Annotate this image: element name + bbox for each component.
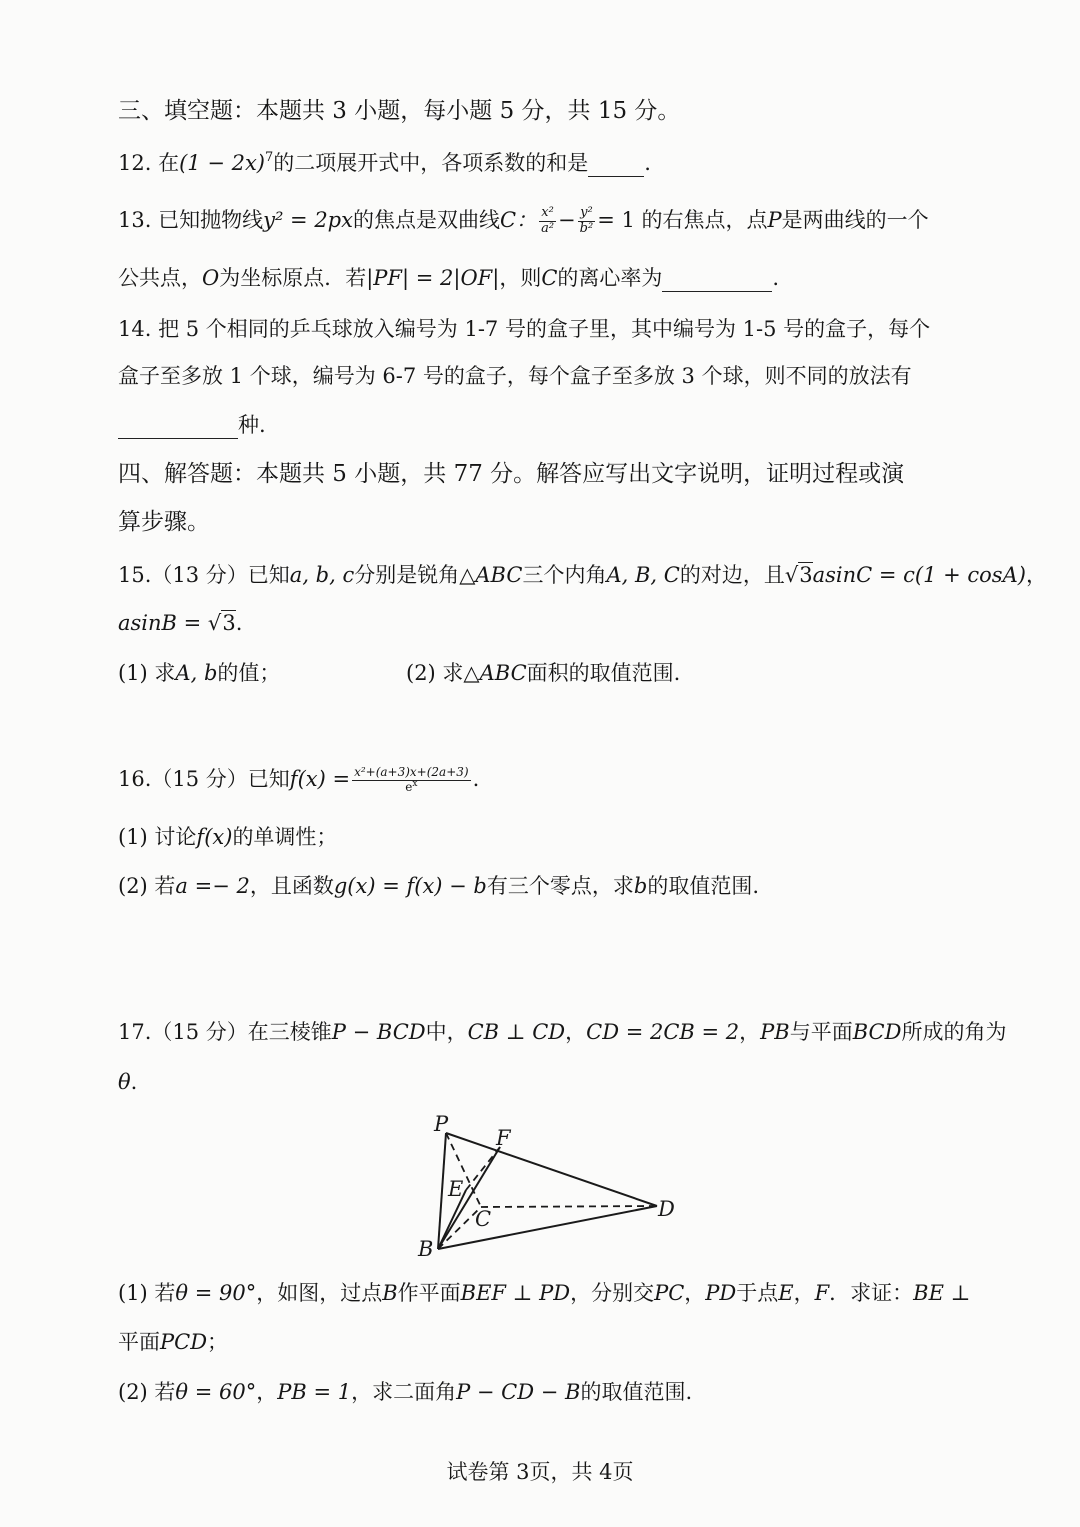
q13-number: 13. [118, 207, 152, 232]
q17-number: 17.（15 分） [118, 1020, 248, 1044]
edge-BD [438, 1206, 657, 1249]
q13-text-c: 的右焦点，点 [641, 207, 768, 232]
q12-post: 的二项展开式中，各项系数的和是 [273, 151, 589, 175]
q16-fraction: $\frac{\text{x²+(a+3)x+(2a+3)}}{e^x}$ [354, 765, 469, 794]
q15-part1: (1) 求A, b的值； [118, 661, 281, 685]
q15-end: . [235, 611, 243, 635]
edge-CD-hidden [481, 1206, 657, 1207]
section3-heading: 三、填空题：本题共 3 小题，每小题 5 分，共 15 分。 [118, 98, 681, 124]
q13-end: . [772, 266, 780, 290]
question-17-line2: θ. [118, 1070, 138, 1094]
q13-text-a: 已知抛物线 [158, 207, 264, 232]
q15-angles: A, B, C [606, 563, 680, 587]
q15-part2: (2) 求△ABC面积的取值范围. [406, 661, 681, 685]
q16-part2: (2) 若a =− 2，且函数g(x) = f(x) − b有三个零点，求b的取值范围. [118, 874, 760, 898]
q12-end: . [644, 151, 651, 175]
q15-equation: asinC = c(1 + cosA) [812, 563, 1026, 587]
q12-number: 12. [118, 151, 152, 175]
q13-text-f: 为坐标原点．若 [219, 266, 367, 290]
q13-text-b: 的焦点是双曲线 [352, 207, 500, 232]
q13-text-e: 公共点， [118, 266, 202, 290]
q12-expression: (1 − 2x) [179, 151, 265, 175]
label-B: B [418, 1237, 434, 1261]
q15-text-c: 三个内角 [522, 563, 607, 587]
q15-text-d: 的对边，且 [679, 563, 785, 587]
q16-function: f(x) = [289, 766, 351, 791]
q14-tail: 种. [238, 413, 266, 437]
q13-minus: − [558, 207, 576, 232]
q16-number: 16.（15 分） [118, 766, 248, 791]
q17-part1-line2: 平面PCD； [118, 1330, 229, 1354]
edge-PB [438, 1133, 446, 1249]
q15-number: 15.（13 分） [118, 563, 248, 587]
question-17-line1: 17.（15 分）在三棱锥P − BCD中，CB ⊥ CD，CD = 2CB = 2，PB与平面BCD所成的角为 [118, 1020, 1007, 1044]
section4-heading-line1: 四、解答题：本题共 5 小题，共 77 分。解答应写出文字说明，证明过程或演 [118, 461, 905, 487]
q15-equation2: asinB = [118, 611, 202, 635]
q13-text-d: 是两曲线的一个 [781, 207, 929, 232]
label-E: E [448, 1177, 464, 1201]
q15-comma: ， [1025, 563, 1047, 587]
q13-condition: |PF| = 2|OF| [366, 266, 500, 290]
section4-heading-line2: 算步骤。 [118, 509, 210, 535]
q16-end: . [472, 766, 480, 791]
question-15-line2: asinB = √3. [118, 611, 243, 635]
q15-sqrt3-b: 3 [222, 611, 236, 635]
label-F: F [496, 1126, 511, 1150]
edge-PD [446, 1133, 657, 1206]
q16-pre: 已知 [247, 766, 290, 791]
question-14-line2: 盒子至多放 1 个球，编号为 6-7 号的盒子，每个盒子至多放 3 个球，则不同的放法有 [118, 364, 912, 388]
q13-text-h: 的离心率为 [557, 266, 663, 290]
q15-sides: a, b, c [289, 563, 355, 587]
q15-text-b: 分别是锐角△ [354, 563, 476, 587]
q13-point: P [767, 207, 782, 232]
q15-text-a: 已知 [247, 563, 290, 587]
q13-fraction-x: $\frac{\text{x²}}{\text{a²}}$ [541, 205, 555, 236]
label-D: D [658, 1197, 675, 1221]
q13-parabola: y² = 2px [263, 207, 353, 232]
q17-part2: (2) 若θ = 60°，PB = 1，求二面角P − CD − B的取值范围. [118, 1380, 693, 1404]
q15-sqrt3: 3 [799, 563, 813, 587]
q15-triangle: ABC [475, 563, 523, 587]
page-footer: 试卷第 3页，共 4页 [446, 1460, 634, 1484]
q17-part1-line1: (1) 若θ = 90°，如图，过点B作平面BEF ⊥ PD，分别交PC，PD于点E，F．求证：BE ⊥ [118, 1281, 971, 1305]
q13-origin: O [202, 266, 220, 290]
edge-EF-hidden [466, 1147, 500, 1190]
label-P: P [434, 1112, 449, 1136]
q16-part1: (1) 讨论f(x)的单调性； [118, 825, 338, 849]
q13-fraction-y: $\frac{\text{y²}}{\text{b²}}$ [579, 205, 594, 236]
q13-curve-name: C： [499, 207, 538, 232]
q12-exponent: 7 [265, 150, 274, 165]
question-14-line1: 14. 把 5 个相同的乒乓球放入编号为 1-7 号的盒子里，其中编号为 1-5 号的盒子，每个 [118, 317, 931, 341]
question-15-line1: 15.（13 分）已知a, b, c分别是锐角△ABC三个内角A, B, C的对边，且√3asinC = c(1 + cosA)， [118, 563, 1047, 587]
q13-equals-one: = 1 [597, 207, 635, 232]
q13-C: C [541, 266, 558, 290]
label-C: C [475, 1207, 492, 1231]
q12-pre: 在 [158, 151, 180, 175]
q13-text-g: ，则 [499, 266, 542, 290]
